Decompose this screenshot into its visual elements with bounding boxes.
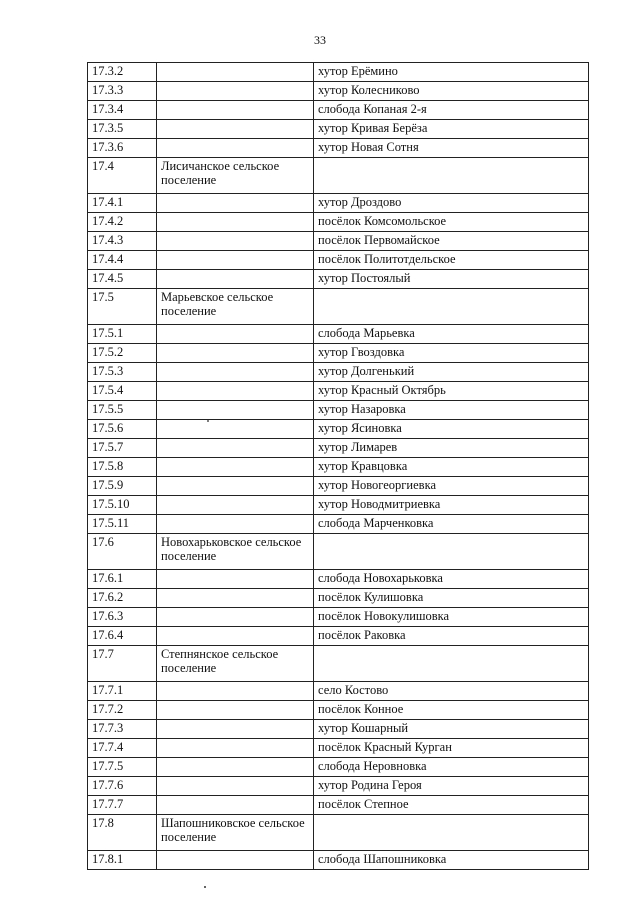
row-municipality [157,82,314,101]
row-code: 17.6 [88,534,157,570]
table-row [88,363,589,382]
row-municipality: Марьевское сельское поселение [157,289,314,325]
scan-speck [207,420,209,422]
row-municipality [157,739,314,758]
row-code: 17.3.3 [88,82,157,101]
row-code: 17.7 [88,646,157,682]
row-municipality [157,194,314,213]
row-locality: посёлок Новокулишовка [314,608,589,627]
row-locality: посёлок Комсомольское [314,213,589,232]
row-code: 17.4.3 [88,232,157,251]
row-code: 17.5.6 [88,420,157,439]
row-code: 17.4.5 [88,270,157,289]
row-code: 17.7.7 [88,796,157,815]
row-locality: посёлок Кулишовка [314,589,589,608]
row-code: 17.6.3 [88,608,157,627]
table-row [88,515,589,534]
table-row [88,608,589,627]
row-municipality [157,363,314,382]
row-code: 17.5.2 [88,344,157,363]
row-code: 17.5 [88,289,157,325]
row-locality [314,815,589,851]
row-code: 17.3.6 [88,139,157,158]
row-locality: хутор Ерёмино [314,63,589,82]
row-code: 17.3.4 [88,101,157,120]
row-code: 17.5.9 [88,477,157,496]
row-municipality [157,139,314,158]
row-locality: посёлок Конное [314,701,589,720]
table-row [88,477,589,496]
row-municipality [157,701,314,720]
row-municipality [157,796,314,815]
row-locality: посёлок Первомайское [314,232,589,251]
row-locality: хутор Кошарный [314,720,589,739]
row-locality: хутор Кравцовка [314,458,589,477]
row-code: 17.5.3 [88,363,157,382]
row-locality: слобода Шапошниковка [314,851,589,870]
row-municipality [157,325,314,344]
row-locality: хутор Кривая Берёза [314,120,589,139]
page-number: 33 [314,33,326,47]
row-code: 17.6.2 [88,589,157,608]
row-code: 17.6.4 [88,627,157,646]
row-code: 17.5.5 [88,401,157,420]
row-locality: село Костово [314,682,589,701]
row-locality: хутор Красный Октябрь [314,382,589,401]
row-code: 17.8.1 [88,851,157,870]
row-locality: хутор Гвоздовка [314,344,589,363]
table-row [88,120,589,139]
table-row [88,232,589,251]
row-municipality: Лисичанское сельское поселение [157,158,314,194]
row-locality: хутор Новодмитриевка [314,496,589,515]
table-row [88,682,589,701]
row-locality: хутор Новая Сотня [314,139,589,158]
row-code: 17.5.11 [88,515,157,534]
table-row [88,270,589,289]
row-municipality [157,851,314,870]
row-locality [314,646,589,682]
row-municipality [157,439,314,458]
row-municipality [157,251,314,270]
table-row [88,796,589,815]
table-row [88,344,589,363]
row-code: 17.5.10 [88,496,157,515]
row-code: 17.4 [88,158,157,194]
row-municipality [157,420,314,439]
row-locality: слобода Марченковка [314,515,589,534]
row-municipality [157,758,314,777]
table-row [88,570,589,589]
table-row [88,589,589,608]
row-locality [314,289,589,325]
row-code: 17.3.2 [88,63,157,82]
row-code: 17.4.2 [88,213,157,232]
table-row [88,213,589,232]
table-row [88,627,589,646]
row-locality: слобода Копаная 2-я [314,101,589,120]
row-municipality [157,270,314,289]
row-municipality [157,570,314,589]
row-locality: посёлок Степное [314,796,589,815]
row-code: 17.4.1 [88,194,157,213]
row-municipality [157,63,314,82]
row-code: 17.5.1 [88,325,157,344]
row-code: 17.7.1 [88,682,157,701]
row-code: 17.5.4 [88,382,157,401]
table-row [88,777,589,796]
row-code: 17.5.8 [88,458,157,477]
table-row [88,325,589,344]
row-locality: посёлок Раковка [314,627,589,646]
table-row [88,101,589,120]
table-row [88,815,589,851]
row-municipality [157,515,314,534]
table-row [88,739,589,758]
row-municipality [157,627,314,646]
row-locality: хутор Новогеоргиевка [314,477,589,496]
row-locality: хутор Долгенький [314,363,589,382]
row-municipality [157,682,314,701]
table-row [88,420,589,439]
row-municipality [157,720,314,739]
row-code: 17.8 [88,815,157,851]
table-row [88,439,589,458]
table-row [88,720,589,739]
row-locality: слобода Марьевка [314,325,589,344]
row-code: 17.7.5 [88,758,157,777]
row-municipality [157,458,314,477]
row-municipality [157,213,314,232]
row-municipality: Шапошниковское сельское поселение [157,815,314,851]
row-municipality [157,608,314,627]
row-code: 17.6.1 [88,570,157,589]
row-code: 17.5.7 [88,439,157,458]
table-row [88,646,589,682]
row-locality: хутор Назаровка [314,401,589,420]
row-locality: слобода Неровновка [314,758,589,777]
row-locality: хутор Родина Героя [314,777,589,796]
table-row [88,382,589,401]
row-locality: хутор Лимарев [314,439,589,458]
row-municipality [157,382,314,401]
row-locality [314,158,589,194]
row-municipality [157,401,314,420]
row-locality: хутор Ясиновка [314,420,589,439]
row-code: 17.3.5 [88,120,157,139]
table-row [88,534,589,570]
row-locality: хутор Постоялый [314,270,589,289]
table-row [88,289,589,325]
table-row [88,158,589,194]
table-body [88,63,589,870]
table-row [88,139,589,158]
row-code: 17.7.4 [88,739,157,758]
row-locality: слобода Новохарьковка [314,570,589,589]
table-row [88,401,589,420]
row-municipality [157,777,314,796]
table-row [88,251,589,270]
table-row [88,82,589,101]
row-locality: посёлок Политотдельское [314,251,589,270]
row-locality [314,534,589,570]
row-municipality [157,589,314,608]
row-municipality [157,101,314,120]
row-code: 17.4.4 [88,251,157,270]
table-row [88,851,589,870]
row-municipality: Новохарьковское сельское поселение [157,534,314,570]
row-locality: хутор Дроздово [314,194,589,213]
table-row [88,701,589,720]
row-municipality [157,120,314,139]
row-municipality [157,232,314,251]
table-row [88,63,589,82]
table-row [88,496,589,515]
row-locality: хутор Колесниково [314,82,589,101]
row-municipality [157,477,314,496]
table-row [88,458,589,477]
scan-speck [204,886,206,888]
row-municipality: Степнянское сельское поселение [157,646,314,682]
row-municipality [157,496,314,515]
row-code: 17.7.2 [88,701,157,720]
row-code: 17.7.6 [88,777,157,796]
row-municipality [157,344,314,363]
table-row [88,758,589,777]
row-locality: посёлок Красный Курган [314,739,589,758]
row-code: 17.7.3 [88,720,157,739]
table-row [88,194,589,213]
settlements-table [87,62,589,870]
